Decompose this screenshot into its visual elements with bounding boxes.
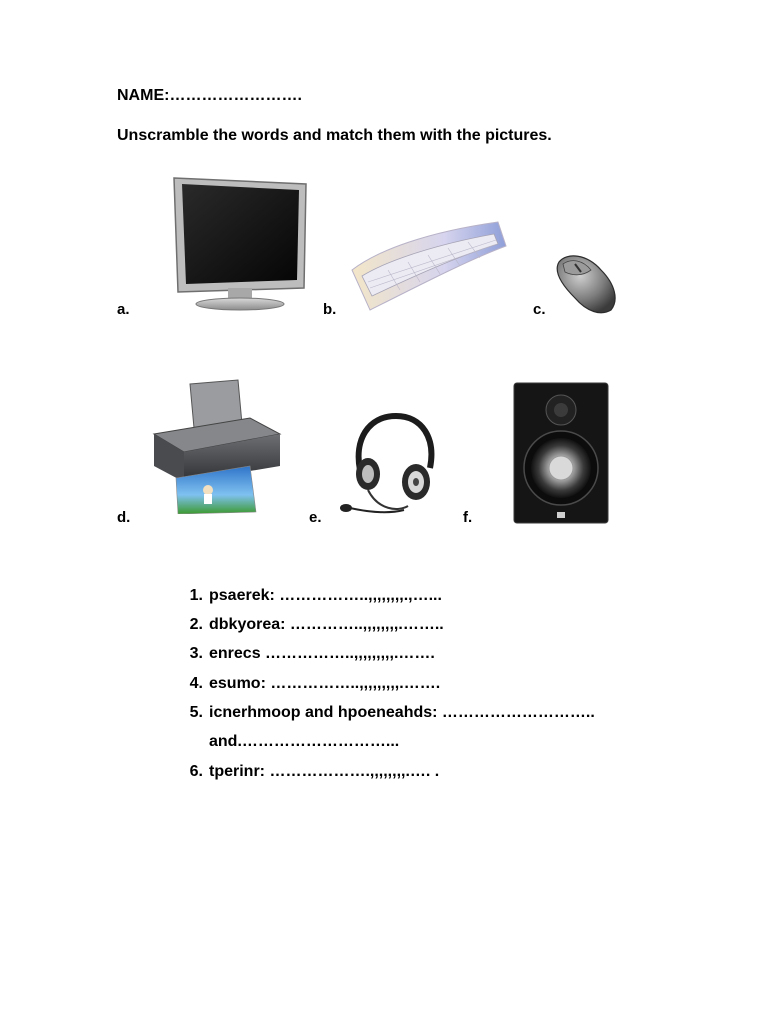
printer-icon: [150, 378, 284, 514]
keyboard-icon: [348, 210, 510, 316]
list-item-text: esumo: ……………..,,,,,,,,,.…….: [209, 675, 441, 692]
picture-label-d: d.: [117, 509, 131, 526]
name-field-label: NAME:…………………….: [117, 87, 302, 104]
list-item-number: 5.: [189, 704, 203, 721]
picture-label-e: e.: [309, 509, 322, 526]
instruction-text: Unscramble the words and match them with the pictures.: [117, 127, 552, 144]
picture-label-b: b.: [323, 301, 337, 318]
mouse-icon: [553, 250, 621, 316]
list-item-number: 4.: [189, 675, 203, 692]
headphones-icon: [338, 410, 444, 518]
picture-label-c: c.: [533, 301, 546, 318]
list-item-number: 6.: [189, 763, 203, 780]
list-item-number: 3.: [189, 645, 203, 662]
speaker-icon: [513, 382, 609, 524]
list-item-text: and.………………………...: [209, 733, 400, 750]
list-item-number: 1.: [189, 587, 203, 604]
list-item-number: 2.: [189, 616, 203, 633]
list-item-text: icnerhmoop and hpoeneahds: ………………………..: [209, 704, 595, 721]
monitor-icon: [168, 176, 310, 312]
picture-label-a: a.: [117, 301, 130, 318]
list-item-text: enrecs ……………..,,,,,,,,,.…….: [209, 645, 435, 662]
list-item-text: psaerek: ……………..,,,,,,,,.,…...: [209, 587, 442, 604]
list-item-text: dbkyorea: …………..,,,,,,,,.……..: [209, 616, 444, 633]
list-item-text: tperinr: ……………….,,,,,,,,.…. .: [209, 763, 440, 780]
picture-label-f: f.: [463, 509, 473, 526]
